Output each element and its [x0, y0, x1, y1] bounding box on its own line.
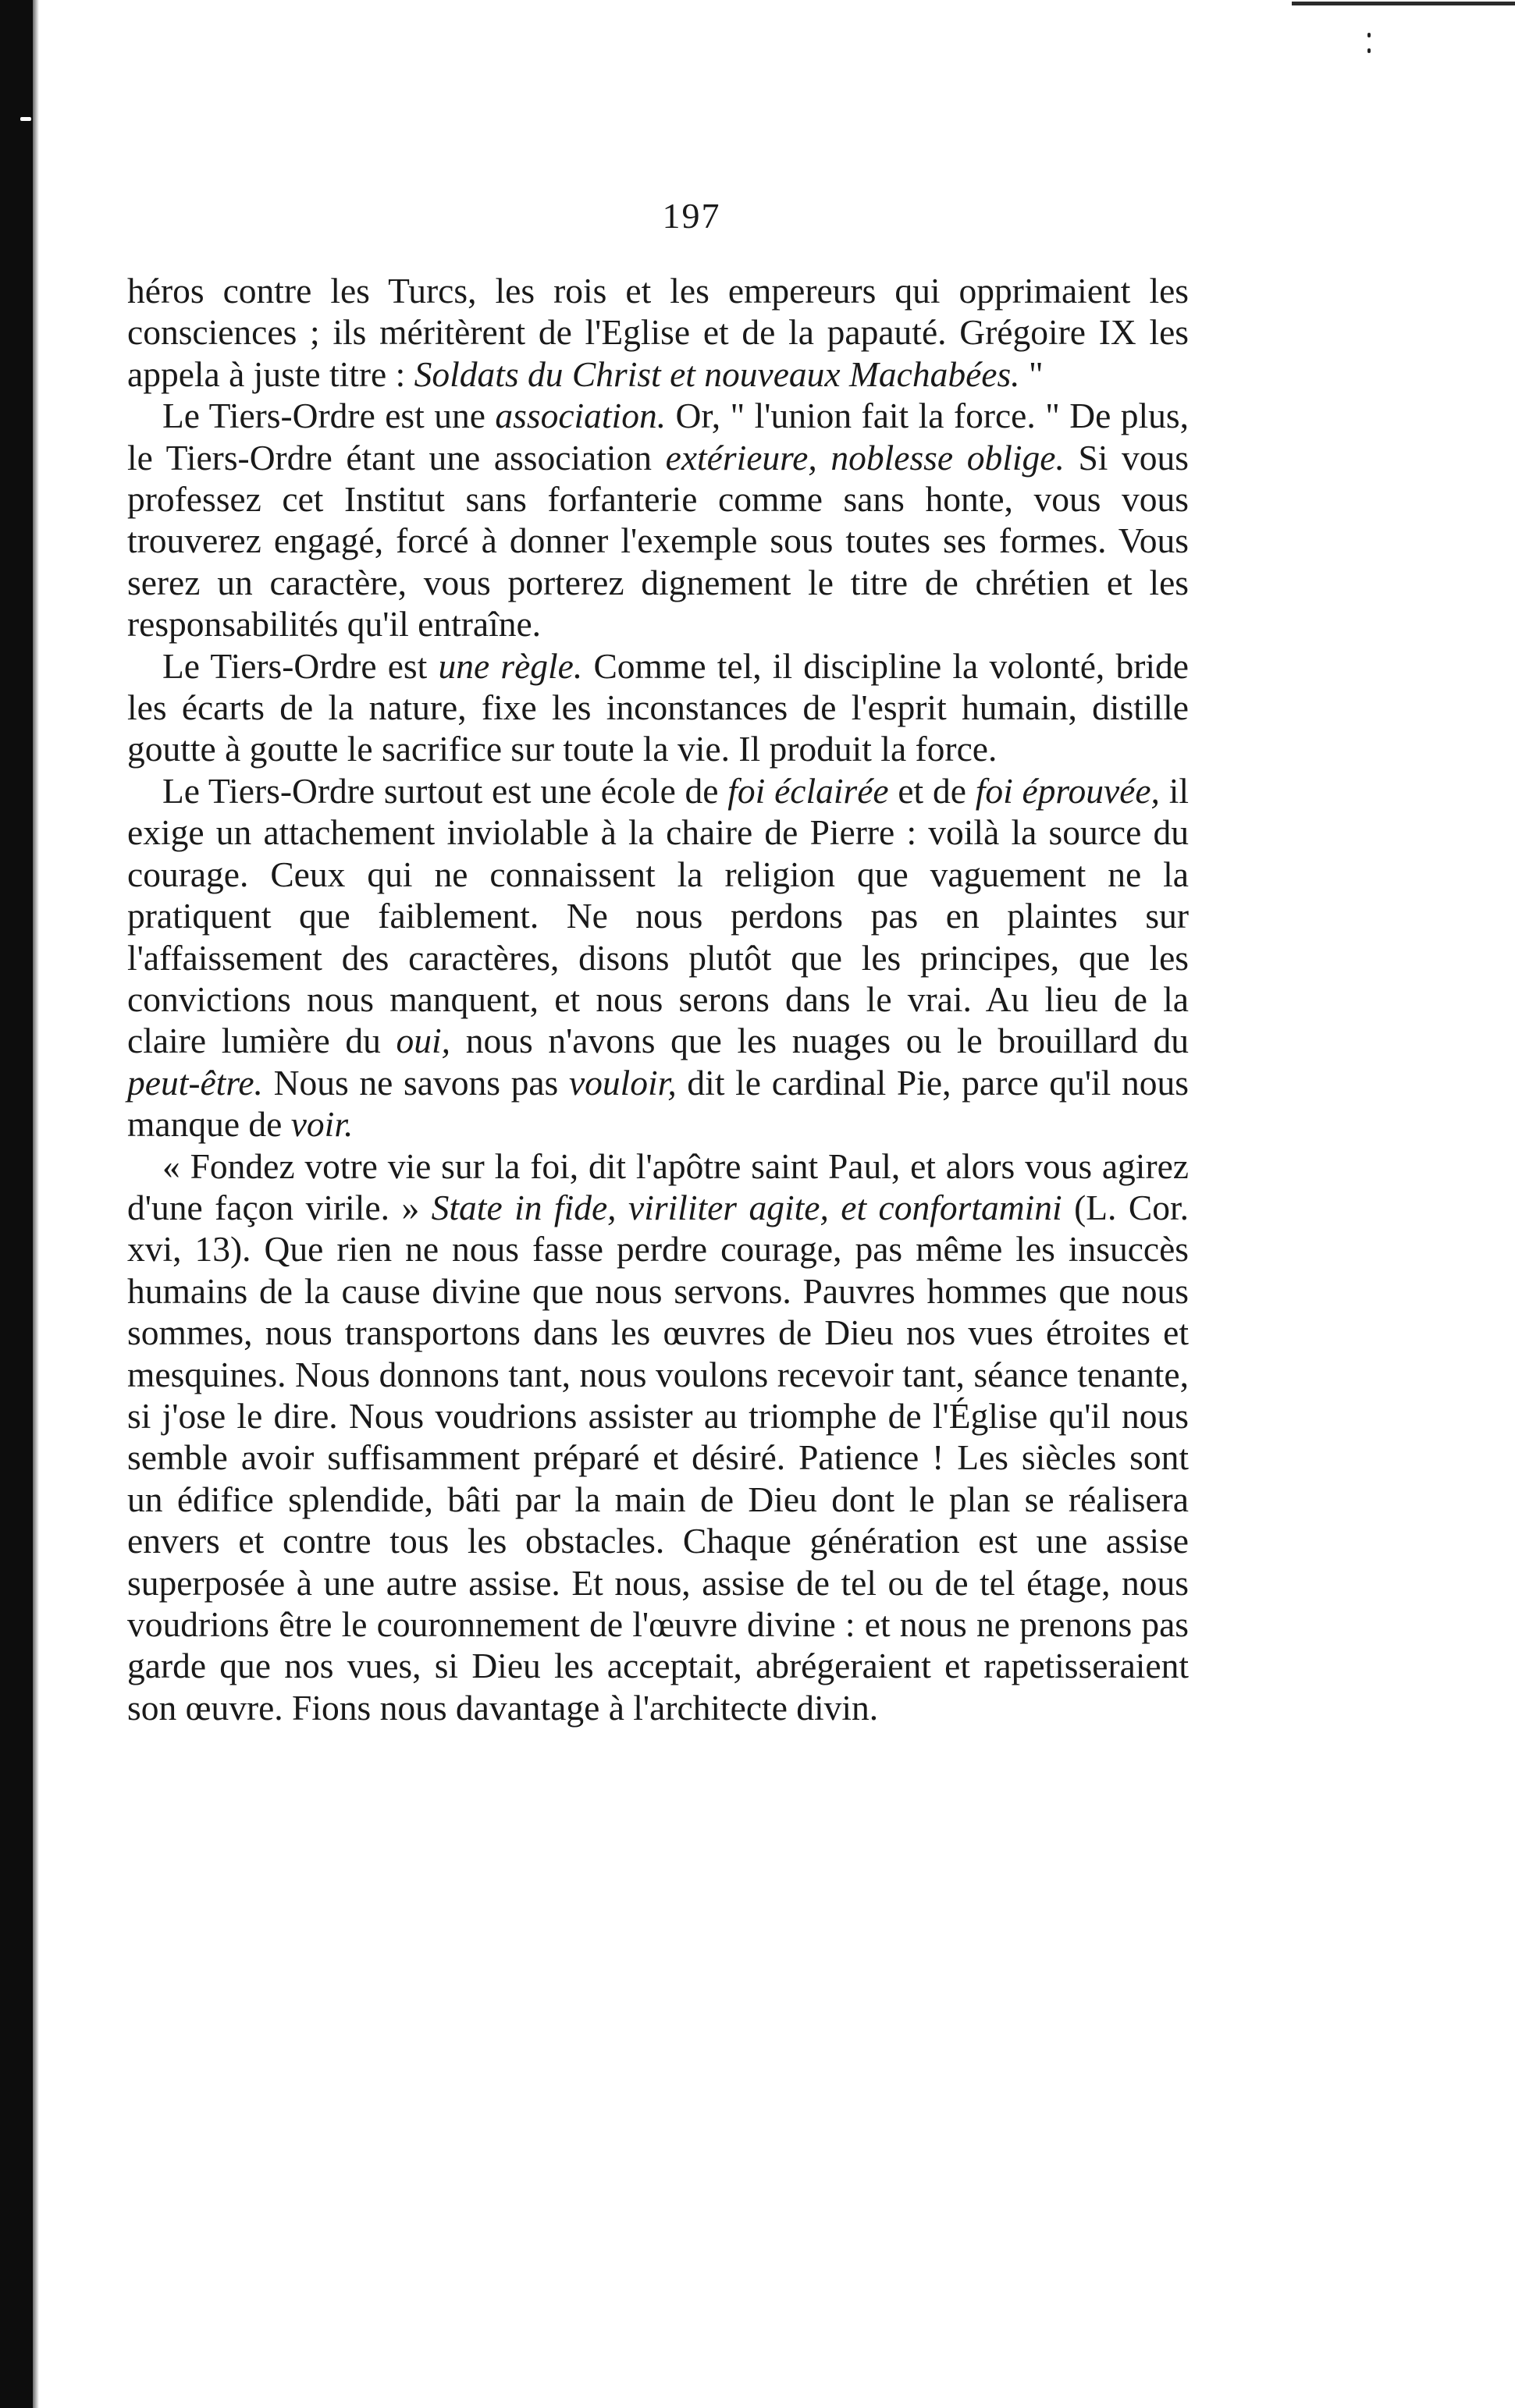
paragraph-p5	[127, 1145, 1189, 1729]
text-run: Si vous professez cet Institut sans forfanterie comme sans honte, vous vous trouverez engagé, forcé à donner l'exemple sous toutes ses formes. Vous serez un caractère, vous porterez dignement le titre de chrétien et les responsabilités qu'il entraîne.	[127, 437, 1190, 645]
text-run: héros contre les Turcs, les rois et les empereurs qui opprimaient les consciences ; ils méritèrent de l'Eglise et de la papauté. Grégoire IX les appela à juste titre :	[127, 271, 1189, 394]
text-run: dit le cardinal Pie, parce qu'il nous manque de	[127, 1062, 1189, 1145]
text-run: Nous ne savons pas	[262, 1062, 569, 1103]
text-run: Le Tiers-Ordre est	[162, 645, 439, 686]
text-run: Comme tel, il discipline la volonté, bride les écarts de la nature, fixe les inconstances de l'esprit humain, distille goutte à goutte le sacrifice sur toute la vie. Il produit la force.	[127, 645, 1189, 769]
text-run: (L. Cor. xvi, 13). Que rien ne nous fasse perdre courage, pas même les insuccès humains de la cause divine que nous servons. Pauvres hommes que nous sommes, nous transportons dans les œuvres de Dieu nos vues étroites et mesquines. Nous donnons tant, nous voulons recevoir tant, séance tenante, si j'ose le dire. Nous voudrions assister au triomphe de l'Église qu'il nous semble avoir suffisamment préparé et désiré. Patience ! Les siècles sont un édifice splendide, bâti par la main de Dieu dont le plan se réalisera envers et contre tous les obstacles. Chaque génération est une assise superposée à une autre assise. Et nous, assise de tel ou de tel étage, nous voudrions être le couronnement de l'œuvre divine : et nous ne prenons pas garde que nos vues, si Dieu les acceptait, abrégeraient et rapetisseraient son œuvre. Fions nous davantage à l'architecte divin.	[127, 1187, 1189, 1728]
text-run: "	[1019, 353, 1044, 394]
paragraph-p1	[127, 270, 1189, 395]
italic-run: Soldats du Christ et nouveaux Machabées.	[414, 353, 1020, 394]
italic-run: vouloir,	[568, 1062, 677, 1103]
text-run: il exige un attachement inviolable à la chaire de Pierre : voilà la source du courage. Ceux qui ne connaissent la religion que vaguement ne la pratiquent que faiblement. Ne nous perdons pas en plaintes sur l'affaissement des caractères, disons plutôt que les principes, que les convictions nous manquent, et nous serons dans le vrai. Au lieu de la claire lumière du	[127, 770, 1189, 1061]
scan-binding-edge	[0, 0, 33, 2408]
paragraph-p3	[127, 645, 1189, 770]
scan-speck	[1367, 33, 1371, 37]
italic-run: oui,	[396, 1021, 451, 1061]
text-run: nous n'avons que les nuages ou le brouillard du	[450, 1021, 1189, 1061]
italic-run: extérieure, noblesse oblige.	[665, 437, 1065, 478]
scan-top-rule	[1292, 2, 1515, 5]
italic-run: State in fide, viriliter agite, et confortamini	[431, 1187, 1062, 1227]
text-run: Le Tiers-Ordre est une	[162, 396, 496, 436]
text-run: « Fondez votre vie sur la foi, dit l'apôtre saint Paul, et alors vous agirez d'une façon virile. »	[127, 1145, 1189, 1227]
scan-speck	[1367, 48, 1371, 53]
page-body	[127, 270, 1189, 1728]
page-number: 197	[662, 196, 721, 236]
scan-binding-shadow	[33, 0, 39, 2408]
text-run: et de	[888, 770, 976, 811]
paragraph-p2	[127, 395, 1189, 645]
text-run: Or, " l'union fait la force. " De plus, le Tiers-Ordre étant une association	[127, 396, 1189, 478]
paragraph-p4	[127, 770, 1189, 1145]
italic-run: association.	[495, 396, 667, 436]
text-run: Le Tiers-Ordre surtout est une école de	[162, 770, 728, 811]
italic-run: peut-être.	[127, 1062, 263, 1103]
italic-run: une règle.	[438, 645, 583, 686]
scan-speck	[20, 117, 31, 121]
italic-run: foi éclairée	[727, 770, 889, 811]
italic-run: foi éprouvée,	[975, 770, 1160, 811]
italic-run: voir.	[290, 1104, 354, 1145]
